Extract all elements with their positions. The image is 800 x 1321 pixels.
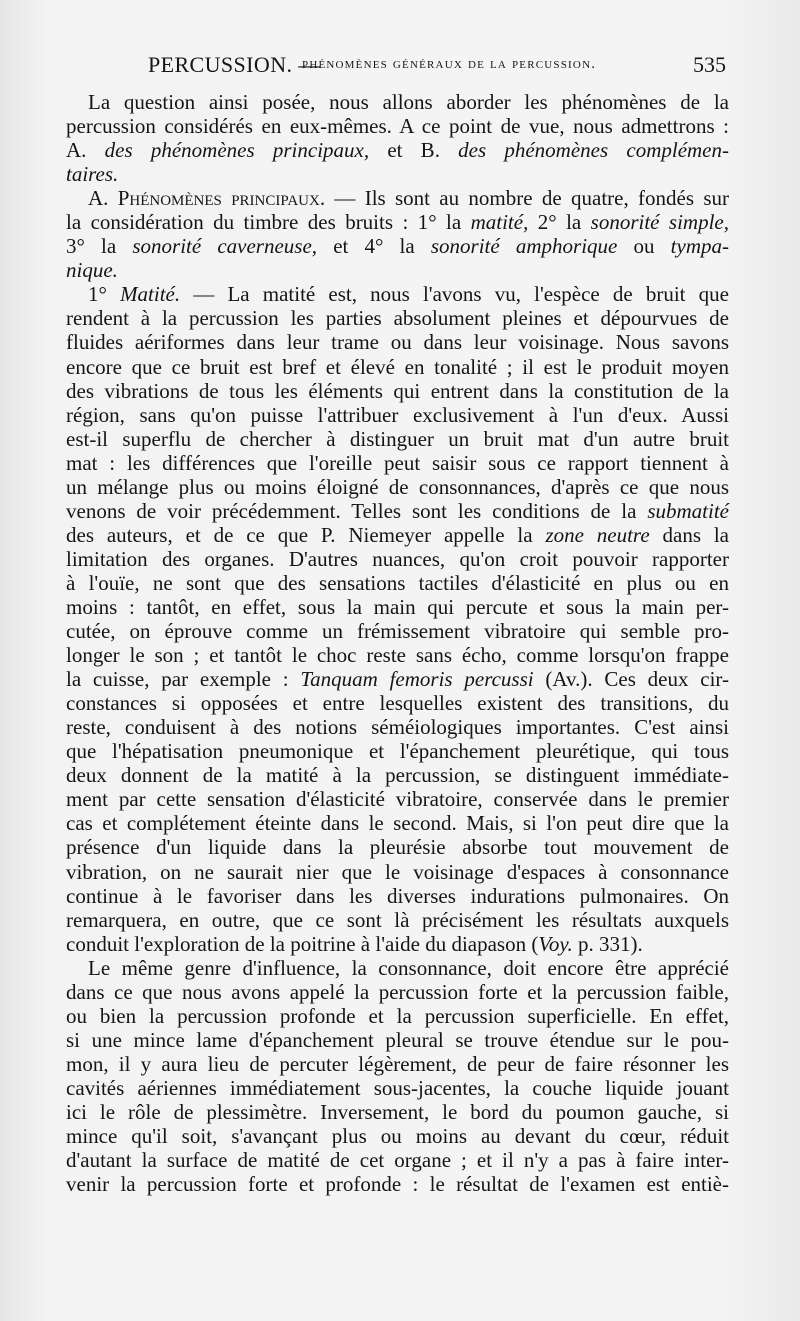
text-line: reste, conduisent à des notions séméiologiques importantes. C'est ainsi: [66, 715, 729, 740]
running-head-subtitle: phénomènes généraux de la percussion.: [302, 56, 597, 72]
text-line: la considération du timbre des bruits : 1° la matité, 2° la sonorité simple,: [66, 210, 729, 235]
text-line: moins : tantôt, en effet, sous la main qui percute et sous la main per-: [66, 594, 729, 619]
text-line: dans ce que nous avons appelé la percussion forte et la percussion faible,: [66, 979, 729, 1004]
subsection-heading: Matité.: [120, 282, 181, 307]
text-line: encore que ce bruit est bref et élevé en tonalité ; il est le produit moyen: [66, 354, 729, 379]
text-line: cavités aériennes immédiatement sous-jacentes, la couche liquide jouant: [66, 1075, 729, 1100]
text-line: mat : les différences que l'oreille peut saisir sous ce rapport tiennent à: [66, 450, 729, 475]
text-line: fluides aériformes dans leur trame ou dans leur voisinage. Nous savons: [66, 330, 729, 355]
text-line: cutée, on éprouve comme un frémissement vibratoire qui semble pro-: [66, 619, 729, 644]
text-line: est-il superflu de chercher à distinguer un bruit mat d'un autre bruit: [66, 426, 729, 451]
text-line: ici le rôle de plessimètre. Inversement, le bord du poumon gauche, si: [66, 1099, 729, 1124]
text-line: deux donnent de la matité à la percussion, se distinguent immédiate-: [66, 763, 729, 788]
text-line: remarquera, en outre, que ce sont là précisément les résultats auxquels: [66, 907, 729, 932]
text-line: percussion considérés en eux-mêmes. A ce point de vue, nous admettrons :: [66, 114, 729, 139]
text-line: limitation des organes. D'autres nuances, qu'on croit pouvoir rapporter: [66, 546, 729, 571]
text-line: taires.: [66, 162, 119, 187]
text-line: un mélange plus ou moins éloigné de consonnances, d'après ce que nous: [66, 474, 729, 499]
text-line: A. Phénomènes principaux. — Ils sont au nombre de quatre, fondés sur: [88, 186, 729, 211]
body-text: [66, 90, 729, 1196]
text-line: ou bien la percussion profonde et la percussion superficielle. En effet,: [66, 1003, 729, 1028]
text-line: constances si opposées et entre lesquelles existent des transitions, du: [66, 691, 729, 716]
running-header: [62, 52, 734, 86]
text-line: d'autant la surface de matité de cet organe ; et il n'y a pas à faire inter-: [66, 1148, 729, 1173]
text-line: des auteurs, et de ce que P. Niemeyer appelle la zone neutre dans la: [66, 522, 729, 547]
text-line: rendent à la percussion les parties absolument pleines et dépourvues de: [66, 306, 729, 331]
text-line: 3° la sonorité caverneuse, et 4° la sonorité amphorique ou tympa-: [66, 234, 729, 259]
running-head-title: PERCUSSION. —: [148, 52, 321, 77]
text-line: des vibrations de tous les éléments qui entrent dans la constitution de la: [66, 378, 729, 403]
text-line: mon, il y aura lieu de percuter légèrement, de peur de faire résonner les: [66, 1051, 729, 1076]
text-line: venons de voir précédemment. Telles sont les conditions de la submatité: [66, 498, 729, 523]
text-line: présence d'un liquide dans la pleurésie absorbe tout mouvement de: [66, 835, 729, 860]
text-line: nique.: [66, 258, 118, 283]
text-line: 1° Matité. — La matité est, nous l'avons vu, l'espèce de bruit que: [88, 282, 729, 307]
text-line: La question ainsi posée, nous allons aborder les phénomènes de la: [88, 90, 729, 114]
text-line: A. des phénomènes principaux, et B. des phénomènes complémen-: [66, 138, 729, 163]
text-line: que l'hépatisation pneumonique et l'épanchement pleurétique, qui tous: [66, 739, 729, 764]
text-line: à l'ouïe, ne sont que des sensations tactiles d'élasticité en plus ou en: [66, 570, 729, 595]
text-line: cas et complétement éteinte dans le second. Mais, si l'on peut dire que la: [66, 811, 729, 836]
text-line: vibration, on ne saurait nier que le voisinage d'espaces à consonnance: [66, 859, 729, 884]
text-line: ment par cette sensation d'élasticité vibratoire, conservée dans le premier: [66, 787, 729, 812]
text-line: continue à le favoriser dans les diverses indurations pulmonaires. On: [66, 883, 729, 908]
text-line: région, sans qu'on puisse l'attribuer exclusivement à l'un d'eux. Aussi: [66, 402, 729, 427]
text-line: conduit l'exploration de la poitrine à l'aide du diapason (Voy. p. 331).: [66, 931, 643, 956]
page-number: 535: [693, 52, 726, 77]
text-line: Le même genre d'influence, la consonnance, doit encore être apprécié: [88, 955, 729, 980]
text-line: longer le son ; et tantôt le choc reste sans écho, comme lorsqu'on frappe: [66, 643, 729, 668]
text-line: si une mince lame d'épanchement pleural se trouve étendue sur le pou-: [66, 1027, 729, 1052]
text-line: mince qu'il soit, s'avançant plus ou moins au devant du cœur, réduit: [66, 1124, 729, 1149]
text-line: la cuisse, par exemple : Tanquam femoris percussi (Av.). Ces deux cir-: [66, 667, 729, 692]
section-heading: Phénomènes principaux.: [117, 186, 326, 211]
text-line: venir la percussion forte et profonde : le résultat de l'examen est entiè-: [66, 1172, 729, 1197]
